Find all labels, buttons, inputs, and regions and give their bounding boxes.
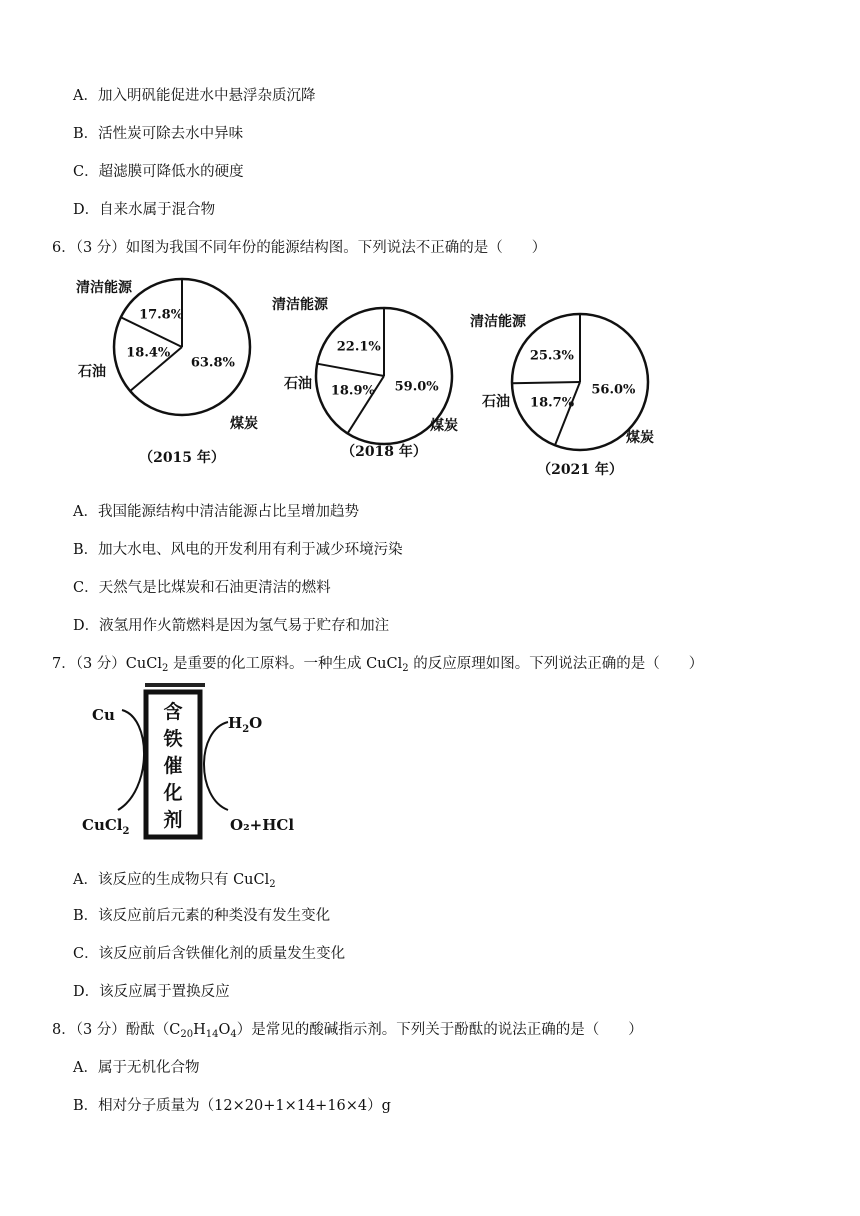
- coal-label: 煤炭: [430, 418, 458, 434]
- q5-option-a: A．加入明矾能促进水中悬浮杂质沉降: [73, 88, 316, 104]
- catalyst-char: 化: [163, 782, 183, 804]
- oil-label: 石油: [482, 394, 510, 410]
- oil-label: 石油: [78, 364, 106, 380]
- q7-option-d: D．该反应属于置换反应: [73, 984, 230, 1000]
- coal-label: 煤炭: [230, 416, 258, 432]
- clean-value: 22.1%: [336, 339, 381, 355]
- scan-mark: [145, 683, 205, 687]
- q6-option-b: B．加大水电、风电的开发利用有利于减少环境污染: [73, 542, 403, 558]
- catalyst-char: 含: [163, 701, 183, 723]
- oil-label: 石油: [284, 376, 312, 392]
- q5-option-c: C．超滤膜可降低水的硬度: [73, 164, 244, 180]
- oil-value: 18.7%: [530, 395, 575, 411]
- q5-option-d: D．自来水属于混合物: [73, 202, 216, 218]
- clean-label: 清洁能源: [470, 314, 526, 330]
- q8-option-b: B．相对分子质量为（12×20+1×14+16×4）g: [73, 1098, 391, 1114]
- clean-value: 25.3%: [529, 348, 574, 364]
- label-h2o: $H_2O$: [228, 714, 263, 735]
- q6-option-c: C．天然气是比煤炭和石油更清洁的燃料: [73, 580, 331, 596]
- right-curve: [204, 722, 228, 810]
- clean-label: 清洁能源: [76, 280, 132, 296]
- q6-option-a: A．我国能源结构中清洁能源占比呈增加趋势: [73, 504, 359, 520]
- catalyst-char: 铁: [163, 728, 183, 750]
- catalyst-char: 催: [163, 755, 183, 777]
- q6-stem: 6．（3 分）如图为我国不同年份的能源结构图。下列说法不正确的是（ ）: [52, 240, 547, 256]
- catalyst-char: 剂: [163, 809, 183, 831]
- oil-value: 18.9%: [330, 383, 375, 399]
- year-label: （2021 年）: [537, 462, 623, 478]
- slice-boundary: [317, 364, 384, 376]
- energy-structure-pies: [70, 270, 670, 485]
- q7-option-c: C．该反应前后含铁催化剂的质量发生变化: [73, 946, 346, 962]
- coal-value: 56.0%: [591, 382, 636, 398]
- coal-label: 煤炭: [626, 430, 654, 446]
- q8-option-a: A．属于无机化合物: [73, 1060, 200, 1076]
- slice-boundary: [555, 382, 580, 445]
- q7-option-b: B．该反应前后元素的种类没有发生变化: [73, 908, 331, 924]
- coal-value: 63.8%: [190, 355, 235, 371]
- q8-stem: 8．（3 分）酚酞$(C_{20}H_{14}O_4)$是常见的酸碱指示剂。下列关于酚酞的说法正确的是（ ）: [52, 1022, 643, 1040]
- label-o2-hcl: O₂+HCl: [230, 816, 295, 834]
- slice-boundary: [512, 382, 580, 383]
- q5-option-b: B．活性炭可除去水中异味: [73, 126, 244, 142]
- reaction-diagram: [70, 680, 310, 850]
- clean-value: 17.8%: [139, 307, 184, 323]
- coal-value: 59.0%: [394, 379, 439, 395]
- year-label: （2018 年）: [341, 444, 427, 460]
- label-cucl2: CuCl$_2$: [82, 816, 130, 837]
- q7-stem: 7．（3 分）CuCl$_2$ 是重要的化工原料。一种生成 CuCl$_2$ 的反应原理如图。下列说法正确的是（ ）: [52, 656, 704, 674]
- q6-option-d: D．液氢用作火箭燃料是因为氢气易于贮存和加注: [73, 618, 390, 634]
- label-cu: Cu: [92, 706, 115, 724]
- left-curve: [118, 710, 144, 810]
- clean-label: 清洁能源: [272, 297, 328, 313]
- oil-value: 18.4%: [126, 345, 171, 361]
- year-label: （2015 年）: [139, 450, 225, 466]
- q7-option-a: A．该反应的生成物只有 CuCl$_2$: [73, 872, 276, 890]
